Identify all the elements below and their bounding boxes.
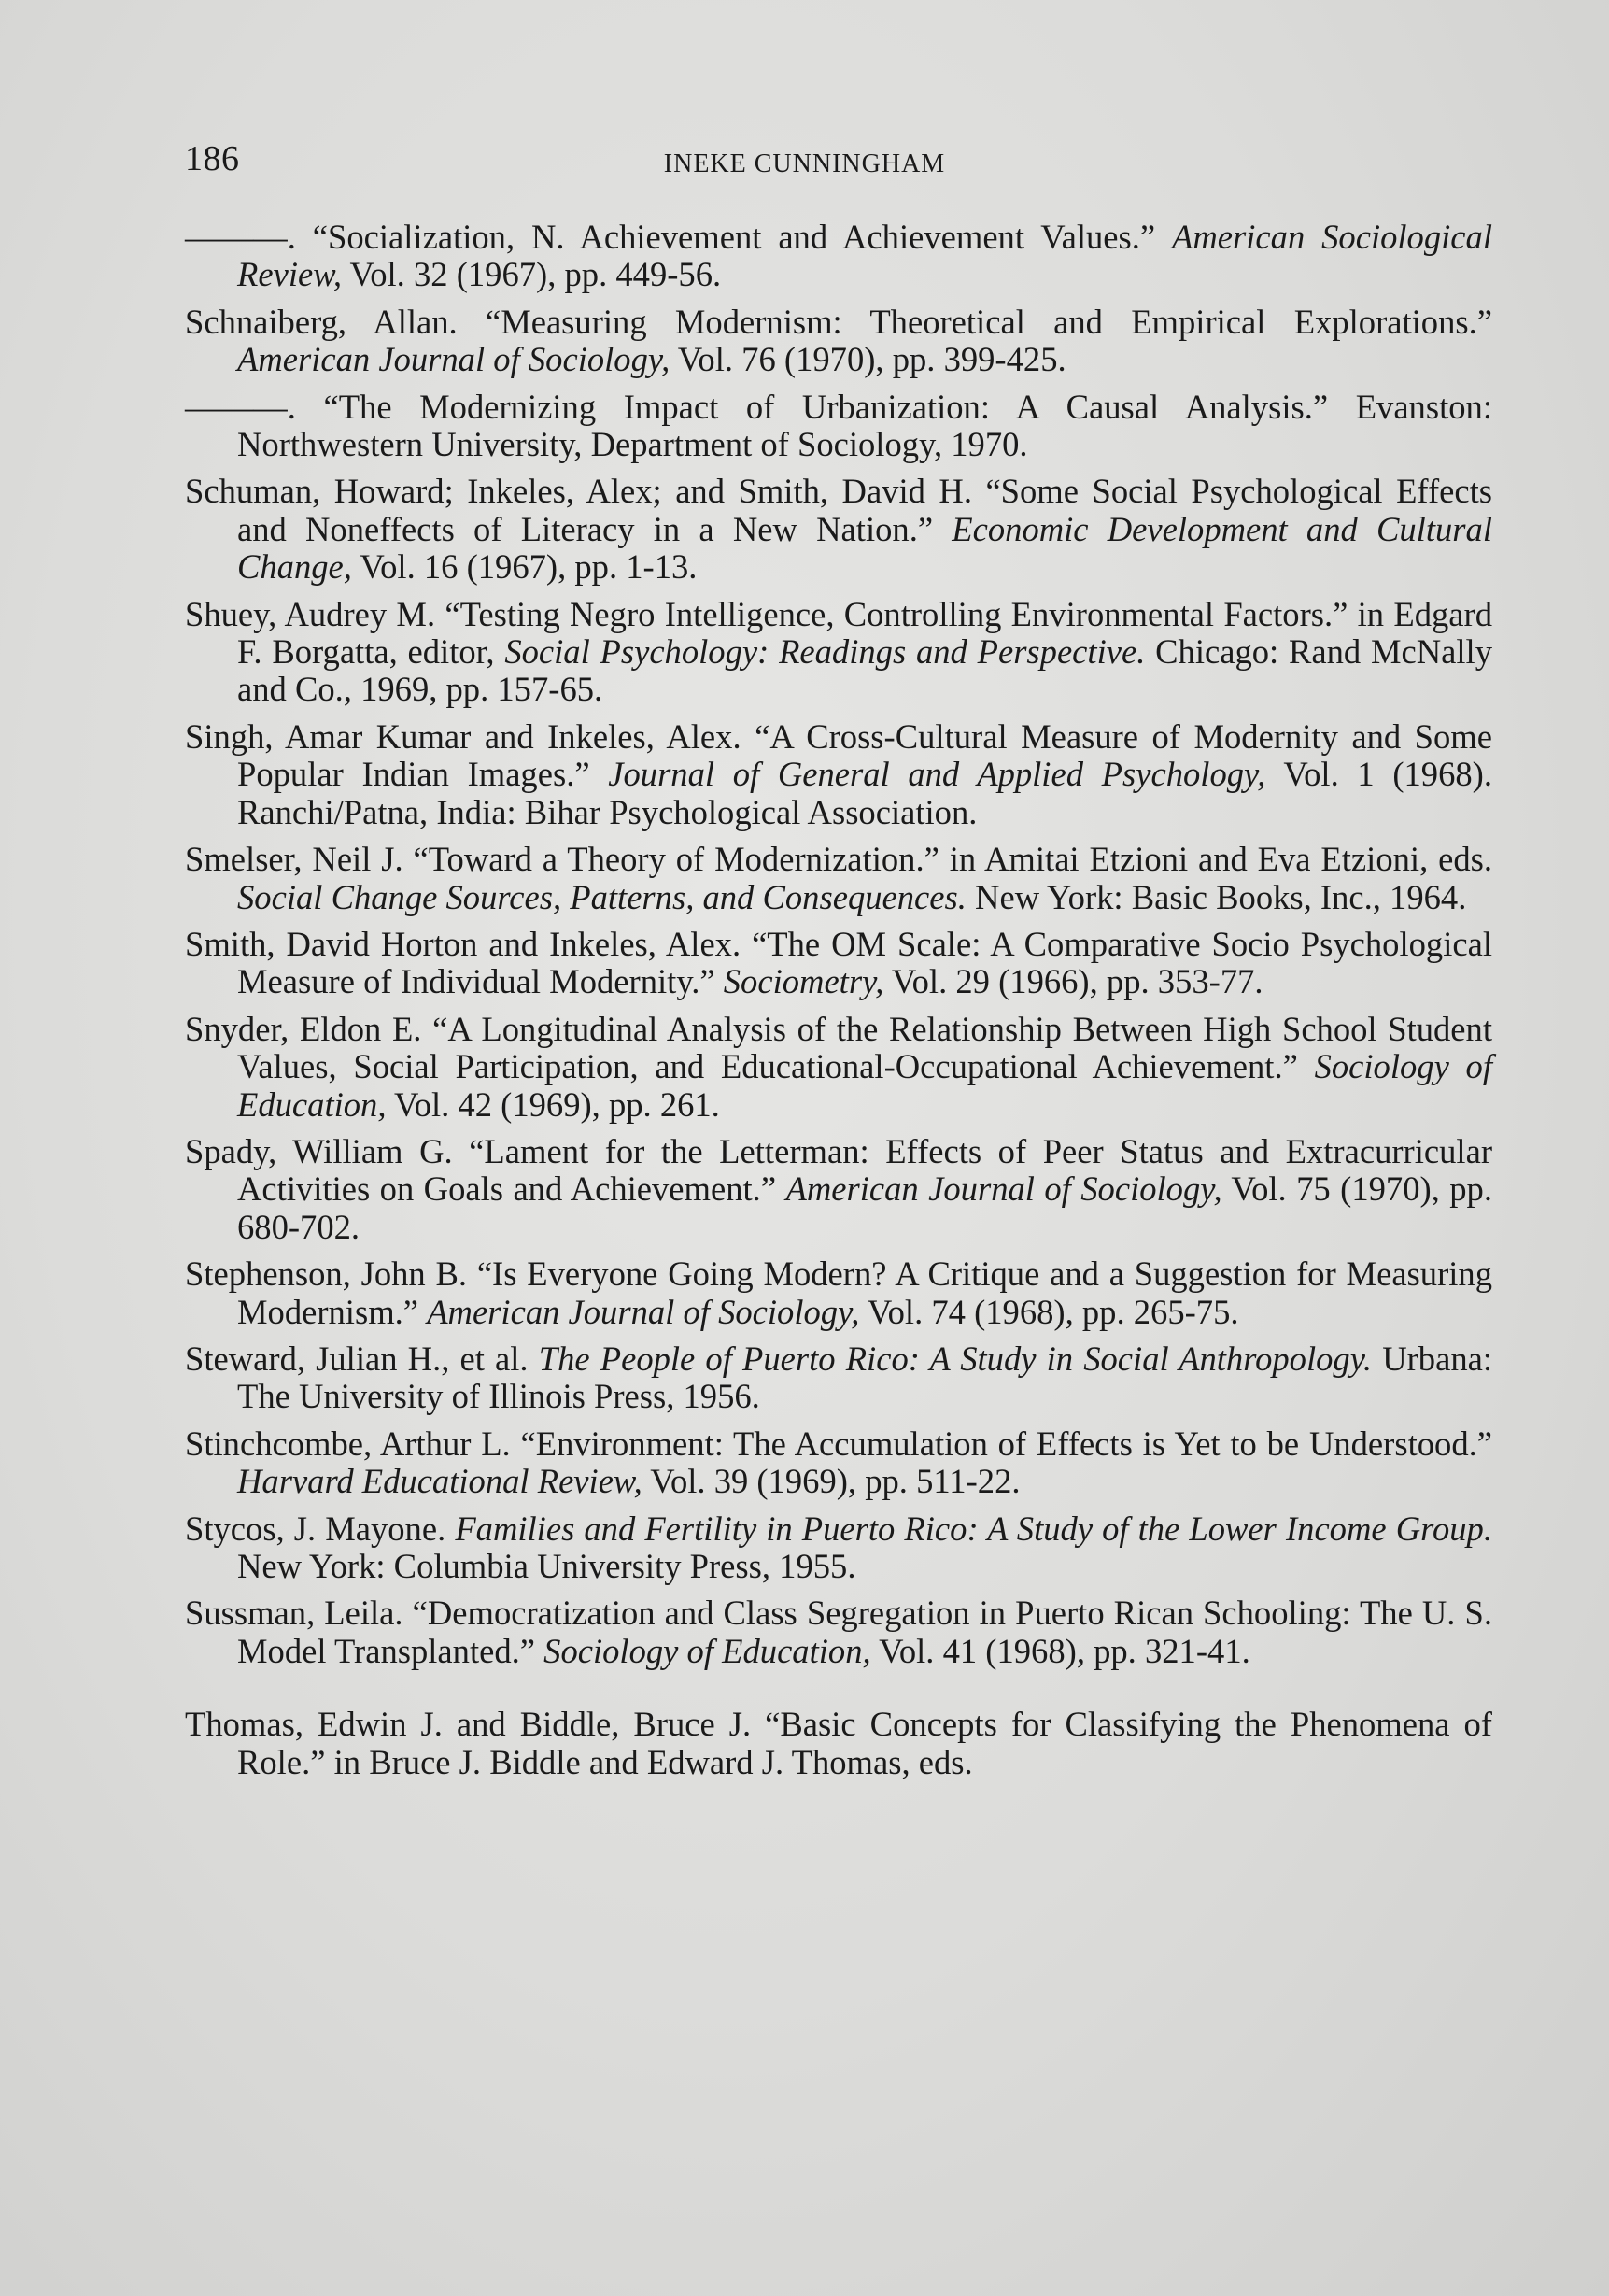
reference-entry <box>185 1425 1492 1501</box>
reference-entry <box>185 1594 1492 1670</box>
reference-entry <box>185 1706 1492 1781</box>
reference-text: Snyder, Eldon E. “A Longitudinal Analysis of the Relationship Between High School Student Values, Social Participation, and Educational-Occupational Achievement.” <box>185 1009 1492 1086</box>
reference-source: Families and Fertility in Puerto Rico: A Study of the Lower Income Group. <box>455 1509 1492 1548</box>
reference-entry <box>185 219 1492 294</box>
reference-entry <box>185 389 1492 464</box>
reference-entry <box>185 304 1492 379</box>
reference-details: New York: Columbia University Press, 1955. <box>237 1547 856 1585</box>
reference-source: Sociology of Education, <box>237 1047 1492 1124</box>
reference-entry <box>185 926 1492 1001</box>
reference-source: American Journal of Sociology, <box>427 1292 860 1331</box>
reference-text: Steward, Julian H., et al. <box>185 1339 539 1378</box>
reference-source: Social Psychology: Readings and Perspective. <box>504 632 1146 672</box>
reference-source: Harvard Educational Review, <box>237 1462 642 1501</box>
reference-source: American Journal of Sociology, <box>237 340 670 379</box>
reference-entry <box>185 596 1492 709</box>
reference-text: Smith, David Horton and Inkeles, Alex. “The OM Scale: A Comparative Socio Psychological Measure of Individual Modernity.” <box>185 924 1492 1001</box>
reference-entry <box>185 1255 1492 1331</box>
reference-source: Journal of General and Applied Psychology, <box>608 755 1266 794</box>
reference-details: Vol. 29 (1966), pp. 353-77. <box>883 962 1263 1001</box>
reference-source: The People of Puerto Rico: A Study in Social Anthropology. <box>538 1339 1373 1378</box>
reference-source: American Journal of Sociology, <box>785 1169 1222 1209</box>
running-title: INEKE CUNNINGHAM <box>663 149 946 178</box>
reference-source: Social Change Sources, Patterns, and Consequences. <box>237 877 967 916</box>
reference-details: Vol. 39 (1969), pp. 511-22. <box>642 1462 1021 1501</box>
reference-entry <box>185 1510 1492 1586</box>
reference-details: Vol. 76 (1970), pp. 399-425. <box>670 340 1066 379</box>
page-number: 186 <box>185 139 240 178</box>
reference-details: Vol. 42 (1969), pp. 261. <box>386 1084 720 1124</box>
reference-details: New York: Basic Books, Inc., 1964. <box>966 877 1467 916</box>
reference-details: Vol. 41 (1968), pp. 321-41. <box>870 1631 1250 1670</box>
reference-entry <box>185 718 1492 831</box>
reference-text: Shuey, Audrey M. “Testing Negro Intelligence, Controlling Environmental Factors.” in Edgard F. Borgatta, editor, <box>185 594 1492 672</box>
reference-text: Singh, Amar Kumar and Inkeles, Alex. “A Cross-Cultural Measure of Modernity and Some Popular Indian Images.” <box>185 716 1492 794</box>
reference-details: Urbana: The University of Illinois Press, 1956. <box>237 1339 1493 1416</box>
reference-details: Chicago: Rand McNally and Co., 1969, pp. 157-65. <box>237 632 1492 709</box>
reference-text: Spady, William G. “Lament for the Letterman: Effects of Peer Status and Extracurricular Activities on Goals and Achievement.” <box>185 1131 1492 1209</box>
reference-source: American Sociological Review, <box>237 218 1492 294</box>
reference-entry <box>185 1133 1492 1246</box>
reference-text: Sussman, Leila. “Democratization and Class Segregation in Puerto Rican Schooling: The U. S. Model Transplanted.” <box>185 1594 1492 1670</box>
reference-entry <box>185 1011 1492 1124</box>
reference-text: ———. “The Modernizing Impact of Urbanization: A Causal Analysis.” Evanston: Northwestern University, Department of Sociology, 1970. <box>185 387 1492 464</box>
reference-text: Stycos, J. Mayone. <box>185 1509 456 1548</box>
reference-details: Vol. 75 (1970), pp. 680-702. <box>237 1169 1492 1246</box>
reference-details: Vol. 16 (1967), pp. 1-13. <box>351 547 698 587</box>
reference-text: Stinchcombe, Arthur L. “Environment: The Accumulation of Effects is Yet to be Understood.” <box>185 1424 1492 1463</box>
reference-details: Vol. 32 (1967), pp. 449-56. <box>342 255 722 294</box>
reference-list <box>185 219 1492 1791</box>
reference-details: Vol. 1 (1968). Ranchi/Patna, India: Bihar Psychological Association. <box>237 755 1492 831</box>
reference-entry <box>185 1340 1492 1416</box>
reference-text: Smelser, Neil J. “Toward a Theory of Modernization.” in Amitai Etzioni and Eva Etzioni, eds. <box>185 840 1492 879</box>
reference-text: Schuman, Howard; Inkeles, Alex; and Smith, David H. “Some Social Psychological Effects and Noneffects of Literacy in a New Nation.” <box>185 472 1492 548</box>
reference-text: Stephenson, John B. “Is Everyone Going Modern? A Critique and a Suggestion for Measuring Modernism.” <box>185 1254 1492 1331</box>
reference-text: Schnaiberg, Allan. “Measuring Modernism: Theoretical and Empirical Explorations.” <box>185 302 1492 341</box>
reference-source: Sociometry, <box>723 962 884 1001</box>
reference-entry <box>185 841 1492 916</box>
reference-text: Thomas, Edwin J. and Biddle, Bruce J. “Basic Concepts for Classifying the Phenomena of Role.” in Bruce J. Biddle and Edward J. Thomas, eds. <box>185 1705 1492 1781</box>
reference-entry <box>185 473 1492 586</box>
reference-source: Sociology of Education, <box>543 1631 871 1670</box>
reference-details: Vol. 74 (1968), pp. 265-75. <box>859 1292 1239 1331</box>
reference-text: ———. “Socialization, N. Achievement and Achievement Values.” <box>185 218 1173 256</box>
reference-source: Economic Development and Cultural Change, <box>237 509 1492 587</box>
